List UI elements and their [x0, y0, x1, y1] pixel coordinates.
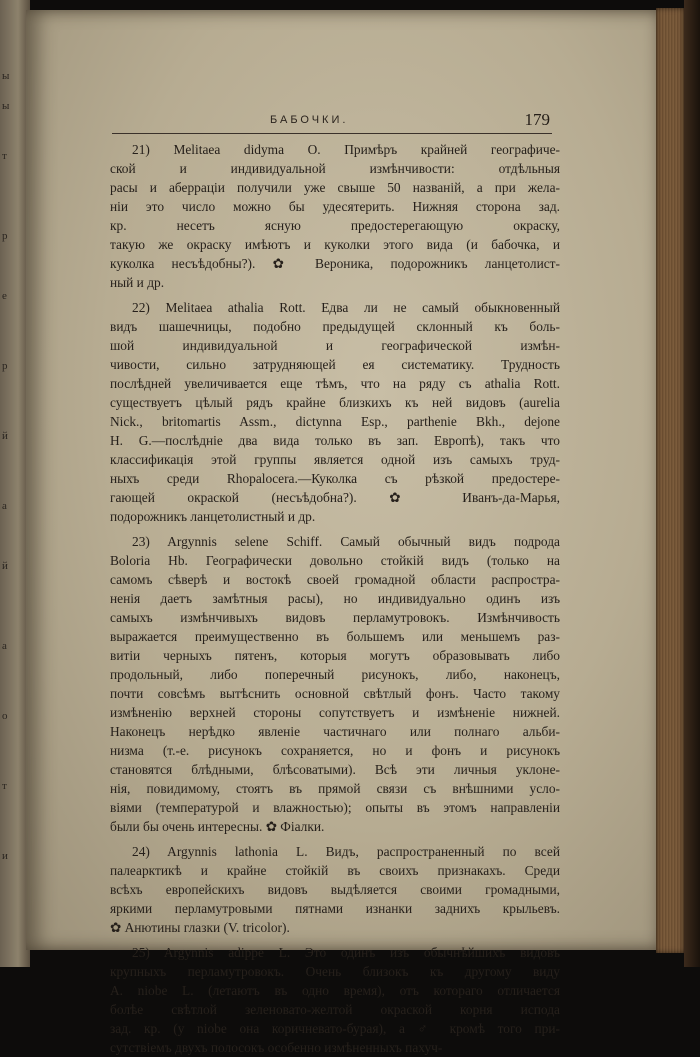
text-line: крупныхъ перламутровокъ. Очень близокъ къ другому виду — [110, 964, 560, 979]
left-page-fragment: а — [2, 500, 7, 512]
text-line: Наконецъ нерѣдко явленіе частичнаго или полнаго альби- — [110, 724, 560, 739]
book-cover-edge — [684, 0, 700, 967]
running-head: БАБОЧКИ. — [270, 114, 349, 126]
text-line: чивости, сильно затрудняющей ея систематику. Трудность — [110, 357, 560, 372]
text-line: палеарктикѣ и крайне стойкій въ своихъ признакахъ. Среди — [110, 863, 560, 878]
text-line: Boloria Hb. Географически довольно стойкій видъ (только на — [110, 553, 560, 568]
text-line: ныхъ среди Rhopalocera.—Куколка съ рѣзкой предостере- — [110, 471, 560, 486]
left-page-fragment: р — [2, 230, 8, 242]
text-line: были бы очень интересны. ✿ Фіалки. — [110, 819, 325, 834]
text-line: подорожникъ ланцетолистный и др. — [110, 509, 316, 524]
text-line: ненія даетъ замѣтныя расы), но индивидуально одинъ изъ — [110, 591, 560, 606]
left-page-fragment: и — [2, 850, 8, 862]
text-line: 22) Melitaea athalia Rott. Едва ли не самый обыкновенный — [132, 300, 560, 315]
text-line: послѣдней увеличивается еще тѣмъ, что на ряду съ athalia Rott. — [110, 376, 560, 391]
left-page-fragment: ы — [2, 70, 10, 82]
text-line: A. niobe L. (летаютъ въ одно время), отъ котораго отличается — [110, 983, 560, 998]
header-rule — [112, 133, 552, 134]
text-line: гающей окраской (несъѣдобна?). ✿ Иванъ-да-Марья, — [110, 490, 560, 505]
page-body — [110, 140, 560, 1057]
text-line: ✿ Анютины глазки (V. tricolor). — [110, 920, 290, 935]
species-entry — [110, 943, 560, 1057]
species-entry — [110, 298, 560, 526]
text-line: H. G.—послѣдніе два вида только въ зап. Европѣ), такъ что — [110, 433, 560, 448]
species-entry — [110, 842, 560, 937]
text-line: 23) Argynnis selene Schiff. Самый обычный видъ подрода — [132, 534, 560, 549]
text-line: витіи черныхъ пятенъ, которыя могутъ образовывать либо — [110, 648, 560, 663]
text-line: почти совсѣмъ вытѣснить основной свѣтлый фонъ. Часто такому — [110, 686, 560, 701]
text-line: измѣненію верхней стороны сопутствуетъ и измѣненіе нижней. — [110, 705, 560, 720]
left-page-fragment: ы — [2, 100, 10, 112]
text-line: низма (т.-е. рисунокъ сохраняется, но и фонъ и рисунокъ — [110, 743, 560, 758]
text-line: 25) Argynnis adippe L. Это одинъ изъ обычнѣйшихъ видовъ — [132, 945, 560, 960]
text-line: ніи это число можно бы удесятерить. Нижняя сторона зад. — [110, 199, 560, 214]
text-line: классификація этой группы является одной изъ самыхъ труд- — [110, 452, 560, 467]
text-line: 24) Argynnis lathonia L. Видъ, распространенный по всей — [132, 844, 560, 859]
text-line: продольный, либо поперечный рисунокъ, либо, наконецъ, — [110, 667, 560, 682]
text-line: нія, повидимому, стоятъ въ прямой связи съ внѣшними усло- — [110, 781, 560, 796]
text-line: болѣе свѣтлой зеленовато-желтой окраской корня испода — [110, 1002, 560, 1017]
text-line: кр. несетъ ясную предостерегающую окраску, — [110, 218, 560, 233]
text-line: выражается преимущественно въ большемъ или меньшемъ раз- — [110, 629, 560, 644]
text-line: віями (температурой и влажностью); опыты въ этомъ направленіи — [110, 800, 560, 815]
text-line: куколка несъѣдобны?). ✿ Вероника, подорожникъ ланцетолист- — [110, 256, 560, 271]
left-page-fragment: р — [2, 360, 8, 372]
text-line: расы и аберраціи получили уже свыше 50 названій, а при жела- — [110, 180, 560, 195]
text-line: самомъ сѣверѣ и востокѣ своей громадной области распростра- — [110, 572, 560, 587]
species-entry — [110, 532, 560, 836]
text-line: становятся блѣдными, блѣсоватыми). Всѣ эти личныя уклоне- — [110, 762, 560, 777]
text-line: Nick., britomartis Assm., dictynna Esp., parthenie Bkh., dejone — [110, 414, 560, 429]
left-page-fragment: о — [2, 710, 8, 722]
left-page-fragment: а — [2, 640, 7, 652]
text-line: всѣхъ европейскихъ видовъ выдѣляется своими громадными, — [110, 882, 560, 897]
left-page-fragment: т — [2, 780, 7, 792]
species-entry — [110, 140, 560, 292]
text-line: 21) Melitaea didyma O. Примѣръ крайней географиче- — [132, 142, 560, 157]
text-line: яркими перламутровыми пятнами изнанки заднихъ крыльевъ. — [110, 901, 560, 916]
text-line: существуетъ цѣлый рядъ крайне близкихъ къ ней видовъ (aurelia — [110, 395, 560, 410]
text-line: ской и индивидуальной измѣнчивости: отдѣльныя — [110, 161, 560, 176]
left-page-fragment: т — [2, 150, 7, 162]
page-number: 179 — [524, 110, 550, 129]
text-line: самыхъ измѣнчивыхъ видовъ перламутровокъ. Измѣнчивость — [110, 610, 560, 625]
left-page-fragment: й — [2, 560, 8, 572]
text-line: такую же окраску имѣютъ и куколки этого вида (и бабочка, и — [110, 237, 560, 252]
text-line: сутствіемъ двухъ полосокъ особенно измѣненныхъ пахуч- — [110, 1040, 443, 1055]
left-page-fragment: й — [2, 430, 8, 442]
text-line: ный и др. — [110, 275, 165, 290]
text-line: шой индивидуальной и географической измѣн- — [110, 338, 560, 353]
text-line: видъ шашечницы, подобно предыдущей склонный къ боль- — [110, 319, 560, 334]
left-page-fragment: е — [2, 290, 7, 302]
page-block-edge — [656, 8, 684, 953]
page-header — [110, 110, 550, 134]
text-line: зад. кр. (у niobe она коричневато-бурая), а ♂ кромѣ того при- — [110, 1021, 560, 1036]
